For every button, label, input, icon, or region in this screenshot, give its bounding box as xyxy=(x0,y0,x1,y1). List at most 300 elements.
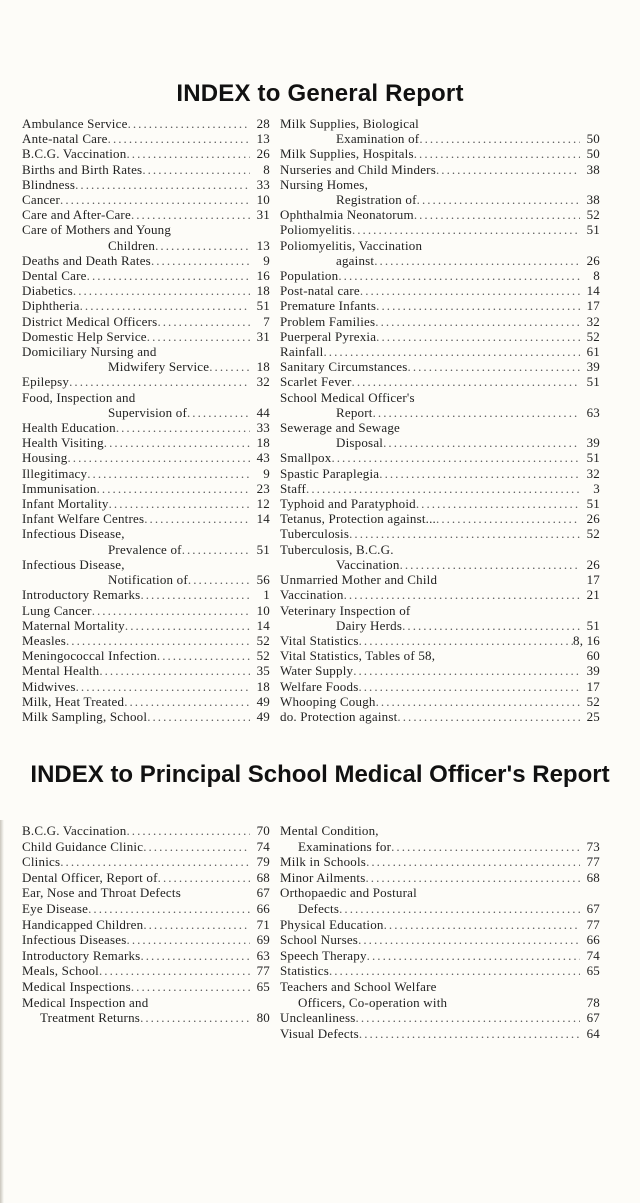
index-entry-label: Milk in Schools xyxy=(280,854,367,870)
index-entry-label: do. Protection against xyxy=(280,708,398,724)
index-entry xyxy=(280,948,600,964)
index-entry-label: Report xyxy=(336,404,373,420)
index-entry-label: Milk Sampling, School xyxy=(22,708,148,724)
index-entry-label: Visual Defects xyxy=(280,1025,359,1041)
dot-leader xyxy=(437,979,600,995)
index-entry xyxy=(22,450,270,465)
index-entry-page: 49 xyxy=(256,708,270,724)
index-entry-page: 18 xyxy=(256,359,270,375)
index-entry-page: 67 xyxy=(256,885,270,901)
index-entry-label: B.C.G. Vaccination xyxy=(22,823,127,838)
index-entry-label: Health Education xyxy=(22,420,116,436)
dot-leader xyxy=(435,648,580,663)
index-entry xyxy=(280,679,600,694)
index-entry xyxy=(22,679,270,694)
index-entry xyxy=(280,283,600,298)
index-entry xyxy=(280,496,600,511)
index-entry-label: Meals, School xyxy=(22,963,99,979)
index-entry-page: 39 xyxy=(586,359,600,375)
index-entry-label: Examinations for xyxy=(298,838,392,854)
index-entry xyxy=(280,177,600,192)
index-entry xyxy=(280,839,600,855)
index-entry-page: 18 xyxy=(256,283,270,299)
index-entry xyxy=(22,405,270,420)
index-entry-label: Mental Health xyxy=(22,663,100,679)
dot-leader xyxy=(76,679,250,694)
index-entry-page: 17 xyxy=(586,298,600,314)
dot-leader xyxy=(187,405,250,420)
index-entry xyxy=(280,466,600,481)
index-entry xyxy=(280,298,600,313)
dot-leader xyxy=(155,238,250,253)
dot-leader xyxy=(359,633,573,648)
index-entry-page: 26 xyxy=(586,252,600,268)
index-entry xyxy=(22,314,270,329)
index-entry xyxy=(280,901,600,917)
index-entry xyxy=(280,131,600,146)
dot-leader xyxy=(400,420,600,435)
index-entry xyxy=(22,177,270,192)
index-entry-page: 7 xyxy=(263,313,270,329)
index-entry xyxy=(280,511,600,526)
index-entry-page: 26 xyxy=(256,146,270,162)
index-entry-page: 38 xyxy=(586,192,600,208)
index-entry-label: Examination of xyxy=(336,131,420,147)
dot-leader xyxy=(109,496,250,511)
index-entry-label: Epilepsy xyxy=(22,374,70,390)
index-entry-label: Vital Statistics xyxy=(280,632,359,648)
index-entry xyxy=(280,633,600,648)
dot-leader xyxy=(126,823,250,839)
index-entry-page: 69 xyxy=(256,932,270,948)
index-entry-page: 33 xyxy=(256,176,270,192)
dot-leader xyxy=(360,283,580,298)
index-entry xyxy=(280,268,600,283)
index-entry-label: Cancer xyxy=(22,192,61,208)
dot-leader xyxy=(356,1010,580,1026)
dot-leader xyxy=(128,116,250,131)
dot-leader xyxy=(419,131,580,146)
index-entry-label: Ophthalmia Neonatorum xyxy=(280,207,414,223)
index-entry xyxy=(22,557,270,572)
index-entry-label: Sewerage and Sewage xyxy=(280,420,401,436)
index-entry-label: Whooping Cough xyxy=(280,693,376,709)
index-entry-label: Measles xyxy=(22,632,66,648)
index-entry xyxy=(280,450,600,465)
dot-leader xyxy=(368,177,600,192)
index-entry-label: Post-natal care xyxy=(280,283,360,299)
index-entry-page: 51 xyxy=(256,541,270,557)
index-entry-page: 49 xyxy=(256,693,270,709)
dot-leader xyxy=(376,298,580,313)
index-entry-label: Deaths and Death Rates xyxy=(22,252,151,268)
index-entry-label: Sanitary Circumstances xyxy=(280,359,408,375)
dot-leader xyxy=(140,1010,250,1026)
index-entry xyxy=(22,603,270,618)
index-entry-label: Physical Education xyxy=(280,916,384,932)
index-entry xyxy=(22,496,270,511)
index-entry-page: 51 xyxy=(586,450,600,466)
index-entry-label: Unmarried Mother and Child xyxy=(280,572,438,588)
index-entry-label: Dental Officer, Report of xyxy=(22,869,158,885)
index-entry xyxy=(280,238,600,253)
index-entry xyxy=(22,374,270,389)
index-entry xyxy=(280,932,600,948)
dot-leader xyxy=(414,207,580,222)
index-entry xyxy=(22,694,270,709)
index-entry xyxy=(280,963,600,979)
dot-leader xyxy=(88,901,250,917)
index-entry xyxy=(280,542,600,557)
index-entry xyxy=(280,359,600,374)
index-entry-label: School Nurses xyxy=(280,932,359,948)
dot-leader xyxy=(142,162,250,177)
index-entry-label: Nursing Homes, xyxy=(280,176,369,192)
index-entry-label: Minor Ailments xyxy=(280,869,366,885)
dot-leader xyxy=(126,146,250,161)
index-entry-page: 50 xyxy=(586,131,600,147)
dot-leader xyxy=(181,885,250,901)
dot-leader xyxy=(419,116,600,131)
index-entry xyxy=(280,192,600,207)
general-index-heading: INDEX to General Report xyxy=(176,80,464,107)
index-entry-page: 14 xyxy=(256,511,270,527)
index-entry-label: Treatment Returns xyxy=(40,1010,141,1026)
index-entry-label: Typhoid and Paratyphoid xyxy=(280,496,416,512)
index-entry-page: 63 xyxy=(256,947,270,963)
index-entry xyxy=(22,359,270,374)
index-entry xyxy=(22,481,270,496)
index-entry xyxy=(22,1010,270,1026)
dot-leader xyxy=(358,932,580,948)
index-entry-page: 65 xyxy=(586,963,600,979)
index-entry xyxy=(280,979,600,995)
index-entry xyxy=(22,542,270,557)
index-entry-page: 31 xyxy=(256,328,270,344)
dot-leader xyxy=(414,146,580,161)
dot-leader xyxy=(67,450,250,465)
index-entry-label: Milk, Heat Treated xyxy=(22,693,125,709)
index-entry-page: 66 xyxy=(586,932,600,948)
index-entry-page: 79 xyxy=(256,854,270,870)
index-entry-page: 31 xyxy=(256,207,270,223)
index-entry-page: 74 xyxy=(586,947,600,963)
dot-leader xyxy=(366,870,581,886)
index-entry xyxy=(280,481,600,496)
dot-leader xyxy=(143,917,250,933)
index-entry-label: Veterinary Inspection of xyxy=(280,602,411,618)
index-entry xyxy=(280,618,600,633)
index-entry xyxy=(22,344,270,359)
index-entry-page: 3 xyxy=(593,480,600,496)
index-entry xyxy=(280,1010,600,1026)
dot-leader xyxy=(374,253,580,268)
index-entry-label: Tetanus, Protection against... xyxy=(280,511,437,527)
dot-leader xyxy=(158,870,250,886)
index-entry-page: 66 xyxy=(256,900,270,916)
index-entry-page: 14 xyxy=(586,283,600,299)
dot-leader xyxy=(373,405,580,420)
dot-leader xyxy=(125,557,270,572)
dot-leader xyxy=(87,268,250,283)
index-entry-label: Spastic Paraplegia xyxy=(280,465,380,481)
index-entry-page: 32 xyxy=(256,374,270,390)
index-entry-label: Ante-natal Care xyxy=(22,131,108,147)
index-entry-label: Meningococcal Infection xyxy=(22,648,157,664)
dot-leader xyxy=(394,542,600,557)
dot-leader xyxy=(397,709,580,724)
index-entry-label: Midwives xyxy=(22,678,76,694)
dot-leader xyxy=(344,587,580,602)
general-index-column-left xyxy=(22,116,270,724)
index-entry-label: Diphtheria xyxy=(22,298,80,314)
index-entry xyxy=(22,979,270,995)
index-entry-page: 38 xyxy=(586,161,600,177)
index-entry xyxy=(280,329,600,344)
index-entry-label: Dental Care xyxy=(22,268,87,284)
index-entry-page: 12 xyxy=(256,496,270,512)
index-entry xyxy=(280,694,600,709)
index-entry xyxy=(280,870,600,886)
dot-leader xyxy=(402,618,580,633)
dot-leader xyxy=(436,511,580,526)
dot-leader xyxy=(92,603,250,618)
dot-leader xyxy=(352,374,580,389)
dot-leader xyxy=(391,839,580,855)
index-entry-page: 73 xyxy=(586,838,600,854)
index-entry xyxy=(22,663,270,678)
index-entry xyxy=(280,854,600,870)
index-entry xyxy=(280,344,600,359)
dot-leader xyxy=(87,466,250,481)
dot-leader xyxy=(127,932,250,948)
dot-leader xyxy=(135,390,270,405)
index-entry-page: 44 xyxy=(256,404,270,420)
index-entry xyxy=(280,917,600,933)
index-entry xyxy=(22,709,270,724)
dot-leader xyxy=(416,496,580,511)
index-entry xyxy=(280,253,600,268)
dot-leader xyxy=(131,207,250,222)
dot-leader xyxy=(436,162,580,177)
index-entry-label: Registration of xyxy=(336,192,417,208)
index-entry-label: Nurseries and Child Minders xyxy=(280,161,436,177)
index-entry-label: Officers, Co-operation with xyxy=(298,994,448,1010)
index-entry-page: 52 xyxy=(586,328,600,344)
dot-leader xyxy=(140,587,250,602)
index-entry-page: 51 xyxy=(586,496,600,512)
index-entry-page: 65 xyxy=(256,978,270,994)
dot-leader xyxy=(140,948,250,964)
index-entry-page: 28 xyxy=(256,116,270,131)
index-entry-label: Milk Supplies, Hospitals xyxy=(280,146,414,162)
index-entry-page: 17 xyxy=(586,572,600,588)
index-entry-label: Problem Families xyxy=(280,313,376,329)
index-entry-page: 51 xyxy=(256,298,270,314)
index-entry-page: 32 xyxy=(586,313,600,329)
dot-leader xyxy=(367,948,580,964)
index-entry-page: 67 xyxy=(586,1010,600,1026)
index-entry-label: Introductory Remarks xyxy=(22,947,141,963)
index-entry-page: 8 xyxy=(263,161,270,177)
dot-leader xyxy=(188,572,250,587)
index-entry-page: 68 xyxy=(586,869,600,885)
dot-leader xyxy=(147,329,250,344)
index-entry xyxy=(22,420,270,435)
dot-leader xyxy=(339,901,580,917)
index-entry xyxy=(22,648,270,663)
index-entry-page: 51 xyxy=(586,222,600,238)
index-entry-label: Introductory Remarks xyxy=(22,587,141,603)
index-entry-label: Infant Welfare Centres xyxy=(22,511,145,527)
dot-leader xyxy=(379,466,580,481)
index-entry-page: 71 xyxy=(256,916,270,932)
index-entry-page: 56 xyxy=(256,572,270,588)
dot-leader xyxy=(125,618,250,633)
index-entry-label: School Medical Officer's xyxy=(280,389,415,405)
dot-leader xyxy=(400,557,580,572)
index-entry-label: Rainfall xyxy=(280,344,324,360)
index-entry-page: 9 xyxy=(263,465,270,481)
dot-leader xyxy=(69,374,250,389)
index-entry-label: Infant Mortality xyxy=(22,496,109,512)
index-entry-label: Prevalence of xyxy=(108,541,182,557)
index-entry-label: Immunisation xyxy=(22,480,97,496)
index-entry-page: 18 xyxy=(256,435,270,451)
index-entry-label: Orthopaedic and Postural xyxy=(280,885,417,901)
index-entry xyxy=(280,146,600,161)
index-entry-page: 26 xyxy=(586,556,600,572)
index-entry xyxy=(280,162,600,177)
index-entry-page: 51 xyxy=(586,374,600,390)
index-entry-label: Illegitimacy xyxy=(22,465,88,481)
index-entry-page: 13 xyxy=(256,131,270,147)
index-entry xyxy=(280,1026,600,1042)
index-entry-label: Care of Mothers and Young xyxy=(22,222,172,238)
index-entry xyxy=(22,948,270,964)
index-entry xyxy=(22,885,270,901)
index-entry-label: Infectious Disease, xyxy=(22,556,125,572)
dot-leader xyxy=(99,663,250,678)
index-entry-label: Dairy Herds xyxy=(336,617,403,633)
dot-leader xyxy=(323,344,580,359)
index-entry xyxy=(22,901,270,917)
index-entry-label: Notification of xyxy=(108,572,188,588)
index-entry-label: Domiciliary Nursing and xyxy=(22,344,157,360)
index-entry xyxy=(22,854,270,870)
index-entry-page: 80 xyxy=(256,1010,270,1026)
dot-leader xyxy=(60,192,250,207)
index-entry xyxy=(280,587,600,602)
index-entry-page: 68 xyxy=(256,869,270,885)
dot-leader xyxy=(306,481,580,496)
index-entry-page: 64 xyxy=(586,1025,600,1041)
index-entry-page: 51 xyxy=(586,617,600,633)
index-entry xyxy=(280,435,600,450)
index-entry-page: 9 xyxy=(263,252,270,268)
index-entry-page: 63 xyxy=(586,404,600,420)
dot-leader xyxy=(125,526,270,541)
dot-leader xyxy=(148,995,270,1011)
index-entry-label: Care and After-Care xyxy=(22,207,131,223)
dot-leader xyxy=(410,603,600,618)
general-index-column-right xyxy=(280,116,600,724)
index-entry-label: Midwifery Service xyxy=(108,359,210,375)
dot-leader xyxy=(151,253,250,268)
index-entry-label: Lung Cancer xyxy=(22,602,92,618)
index-entry-label: Defects xyxy=(298,900,340,916)
dot-leader xyxy=(376,329,580,344)
index-entry xyxy=(22,116,270,131)
index-entry-label: Vaccination xyxy=(336,556,400,572)
index-entry-page: 67 xyxy=(586,900,600,916)
index-entry xyxy=(22,283,270,298)
index-entry xyxy=(22,222,270,237)
dot-leader xyxy=(349,526,580,541)
dot-leader xyxy=(147,709,250,724)
index-entry-label: Water Supply xyxy=(280,663,354,679)
index-entry-label: Tuberculosis xyxy=(280,526,350,542)
index-entry-page: 1 xyxy=(263,587,270,603)
dot-leader xyxy=(383,435,580,450)
index-entry-label: Uncleanliness xyxy=(280,1010,356,1026)
dot-leader xyxy=(379,823,600,839)
index-entry-page: 14 xyxy=(256,617,270,633)
index-entry xyxy=(280,405,600,420)
index-entry-label: Handicapped Children xyxy=(22,916,144,932)
dot-leader xyxy=(437,572,580,587)
index-entry xyxy=(22,131,270,146)
index-entry-label: Vaccination xyxy=(280,587,344,603)
dot-leader xyxy=(157,648,250,663)
index-entry-page: 16 xyxy=(256,268,270,284)
index-entry-label: Child Guidance Clinic xyxy=(22,838,144,854)
index-entry-page: 52 xyxy=(586,526,600,542)
index-entry xyxy=(280,390,600,405)
index-entry-page: 39 xyxy=(586,435,600,451)
index-entry-page: 13 xyxy=(256,237,270,253)
dot-leader xyxy=(131,979,250,995)
index-entry-page: 77 xyxy=(586,854,600,870)
index-entry xyxy=(22,435,270,450)
index-entry-label: Eye Disease xyxy=(22,900,89,916)
dot-leader xyxy=(104,435,250,450)
index-entry xyxy=(22,162,270,177)
index-entry-page: 77 xyxy=(256,963,270,979)
index-entry xyxy=(22,466,270,481)
index-entry-label: Mental Condition, xyxy=(280,823,379,838)
index-entry xyxy=(22,932,270,948)
dot-leader xyxy=(329,963,580,979)
index-entry xyxy=(22,526,270,541)
dot-leader xyxy=(359,1026,580,1042)
dot-leader xyxy=(80,298,250,313)
index-entry-label: Supervision of xyxy=(108,404,187,420)
index-entry-label: Welfare Foods xyxy=(280,678,359,694)
dot-leader xyxy=(417,192,580,207)
dot-leader xyxy=(182,542,250,557)
index-entry-page: 60 xyxy=(586,648,600,664)
dot-leader xyxy=(447,995,580,1011)
index-entry-page: 32 xyxy=(586,465,600,481)
index-entry xyxy=(280,116,600,131)
index-entry-page: 25 xyxy=(586,708,600,724)
dot-leader xyxy=(384,917,580,933)
index-entry-page: 70 xyxy=(256,823,270,838)
index-entry xyxy=(280,709,600,724)
index-entry-label: Statistics xyxy=(280,963,329,979)
index-entry-label: Puerperal Pyrexia xyxy=(280,328,377,344)
